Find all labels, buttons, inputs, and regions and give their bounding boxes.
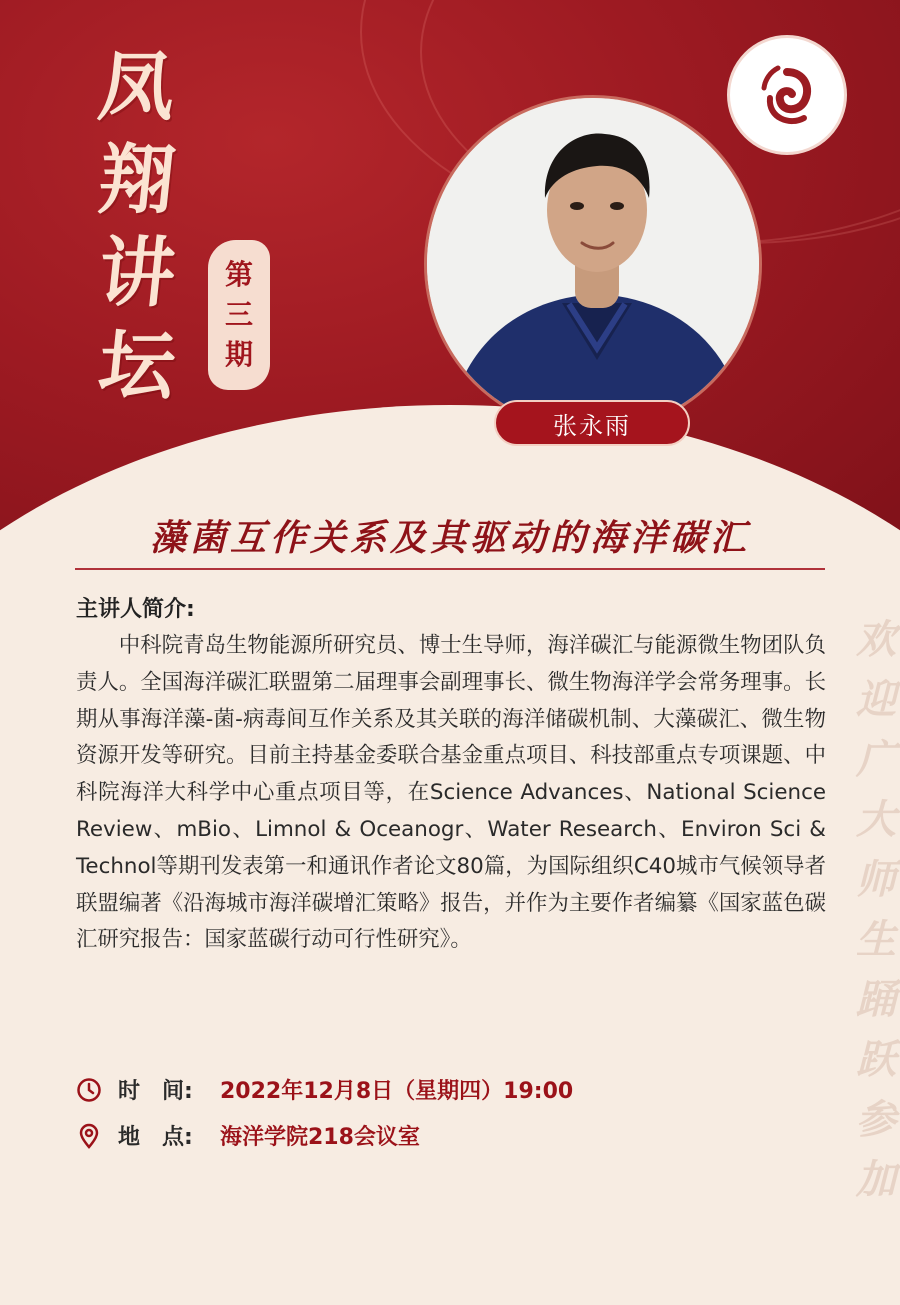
- series-title: [82, 40, 192, 412]
- welcome-char: 大: [856, 796, 896, 843]
- speaker-photo: [424, 95, 762, 433]
- welcome-char: 师: [856, 856, 896, 903]
- welcome-char: 欢: [856, 616, 896, 663]
- series-title-char: 凤: [94, 42, 180, 131]
- issue-char: 期: [224, 338, 253, 371]
- welcome-char: 跃: [856, 1036, 896, 1083]
- issue-char: 三: [224, 298, 253, 331]
- location-row: [76, 1120, 420, 1151]
- series-title-char: 讲: [94, 228, 180, 317]
- welcome-char: 生: [856, 916, 896, 963]
- welcome-slogan: [852, 610, 900, 1210]
- welcome-char: 踊: [856, 976, 896, 1023]
- clock-icon: [76, 1077, 102, 1103]
- intro-heading: 主讲人简介:: [76, 597, 195, 622]
- speaker-name: 张永雨: [494, 400, 690, 446]
- welcome-char: 迎: [856, 676, 896, 723]
- welcome-char: 广: [856, 736, 896, 783]
- series-title-char: 翔: [94, 135, 180, 224]
- bio-text: 中科院青岛生物能源所研究员、博士生导师，海洋碳汇与能源微生物团队负责人。全国海洋碳汇联盟第二届理事会副理事长、微生物海洋学会常务理事。长期从事海洋藻-菌-病毒间互作关系及其关联的海洋储碳机制、大藻碳汇、微生物资源开发等研究。目前主持基金委联合基金重点项目、科技部重点专项课题、中科院海洋大科学中心重点项目等，在Science Advances、National Science Review、mBio、Limnol & Oceanogr、Water Research、Environ Sci & Technol等期刊发表第一和通讯作者论文80篇，为国际组织C40城市气候领导者联盟编著《沿海城市海洋碳增汇策略》报告，并作为主要作者编纂《国家蓝色碳汇研究报告：国家蓝碳行动可行性研究》。: [76, 633, 826, 953]
- time-label: 时 间:: [118, 1079, 193, 1104]
- location-value: 海洋学院218会议室: [220, 1125, 420, 1150]
- series-title-char: 坛: [94, 321, 180, 410]
- location-label: 地 点:: [118, 1125, 193, 1150]
- time-row: [76, 1074, 573, 1105]
- issue-badge: [208, 240, 270, 390]
- issue-char: 第: [224, 258, 253, 291]
- speaker-bio: [76, 628, 826, 959]
- welcome-char: 加: [856, 1156, 896, 1203]
- divider: [75, 568, 825, 570]
- welcome-char: 参: [856, 1096, 896, 1143]
- talk-title: 藻菌互作关系及其驱动的海洋碳汇: [149, 517, 750, 559]
- time-value: 2022年12月8日（星期四）19:00: [220, 1079, 574, 1104]
- location-pin-icon: [76, 1123, 102, 1149]
